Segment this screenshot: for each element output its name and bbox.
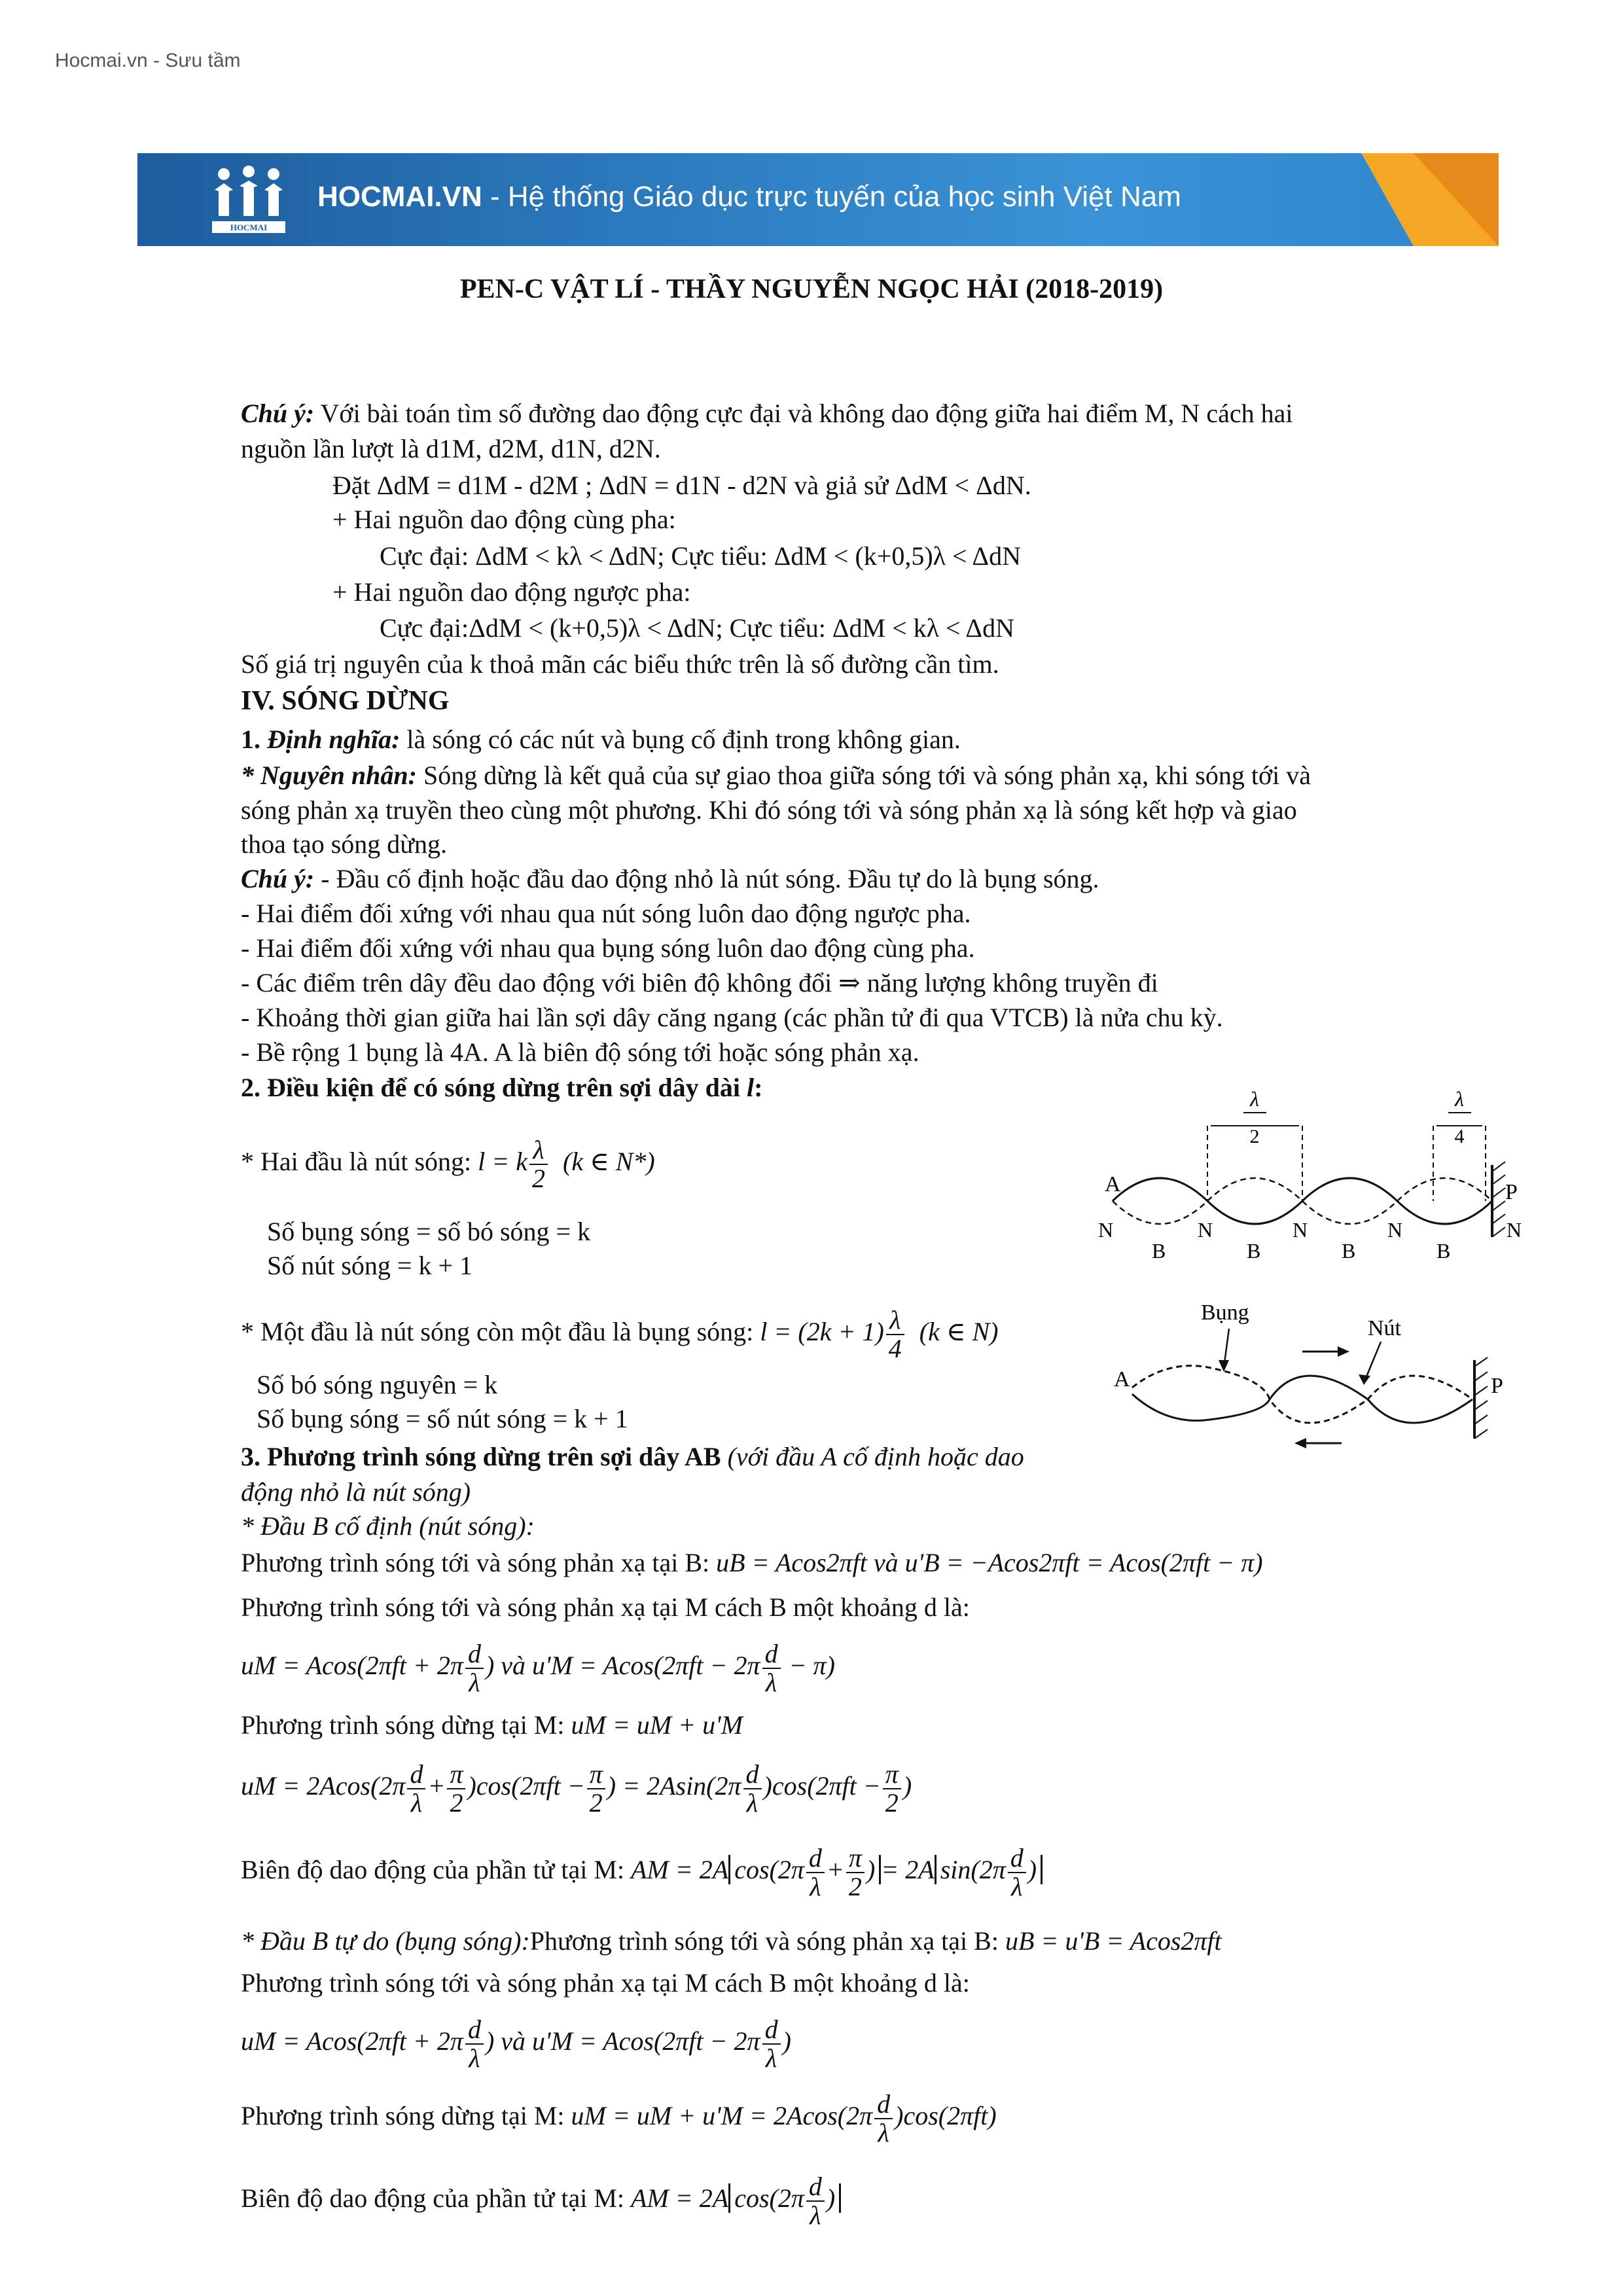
- half-label-den: 2: [1249, 1126, 1260, 1147]
- case2-bellies-nodes: Số bụng sóng = số nút sóng = k + 1: [257, 1404, 628, 1433]
- equation-heading-2: động nhỏ là nút sóng): [241, 1477, 471, 1507]
- header-banner: [137, 153, 1499, 246]
- fig1-node-4: N: [1387, 1218, 1403, 1242]
- fixed-eq-1: Phương trình sóng tới và sóng phản xạ tại B: uB = Acos2πft và u'B = −Acos2πft = Acos(2πft − π): [241, 1548, 1263, 1577]
- note-line-6: + Hai nguồn dao động ngược pha:: [332, 577, 691, 607]
- free-eq-4: Phương trình sóng dừng tại M: uM = uM + u'M = 2Acos(2π $\frac{d}{\lambda}$ )cos(2πft): [241, 2089, 997, 2147]
- cause-line-1: * Nguyên nhân: Sóng dừng là kết quả của sự giao thoa giữa sóng tới và sóng phản xạ, khi sóng tới và: [241, 761, 1311, 790]
- fig2-label-A: A: [1114, 1367, 1130, 1391]
- fig1-node-3: N: [1293, 1218, 1308, 1242]
- note-item-3: - Hai điểm đối xứng với nhau qua bụng sóng luôn dao động cùng pha.: [241, 933, 975, 963]
- svg-text:HOCMAI: HOCMAI: [230, 223, 268, 232]
- fixed-eq-4: Phương trình sóng dừng tại M: uM = uM + u'M: [241, 1710, 743, 1740]
- fig1-node-1: N: [1098, 1218, 1114, 1242]
- fig2-label-P: P: [1491, 1374, 1503, 1398]
- banner-text: [317, 181, 1181, 213]
- section-heading: IV. SÓNG DỪNG: [241, 686, 450, 716]
- fig2-wave-dashed: [1132, 1366, 1472, 1423]
- definition-line: 1. Định nghĩa: là sóng có các nút và bụng cố định trong không gian.: [241, 725, 961, 754]
- case1-bellies: Số bụng sóng = số bó sóng = k: [267, 1217, 591, 1246]
- note-line-2: nguồn lần lượt là d1M, d2M, d1N, d2N.: [241, 434, 661, 463]
- equation-heading-1: 3. Phương trình sóng dừng trên sợi dây AB (với đầu A cố định hoặc dao: [241, 1442, 1024, 1471]
- note-line-4: + Hai nguồn dao động cùng pha:: [332, 505, 676, 534]
- case2-line: * Một đầu là nút sóng còn một đầu là bụng sóng: l = (2k + 1) $\frac{\lambda}{4}$ (k ∈ N): [241, 1305, 999, 1363]
- case1-nodes: Số nút sóng = k + 1: [267, 1251, 473, 1280]
- source-note: Hocmai.vn - Sưu tầm: [55, 50, 241, 71]
- fig1-belly-3: B: [1342, 1239, 1356, 1263]
- fixed-eq-5: uM = 2Acos(2π $\frac{d}{\lambda}$ + $\frac{\pi}{2}$ )cos(2πft − $\frac{\pi}{2}$ ) = 2Asin(2π $\frac{d}{\lambda}$ )cos(2πft − $\frac{\pi}{2}$ ): [241, 1759, 912, 1818]
- standing-wave-figure-fixed: [1086, 1086, 1544, 1263]
- note-line-3: Đặt ΔdM = d1M - d2M ; ΔdN = d1N - d2N và giả sử ΔdM < ΔdN.: [332, 471, 1031, 500]
- fig1-label-P: P: [1505, 1180, 1518, 1204]
- fig1-label-A: A: [1105, 1172, 1121, 1196]
- fig2-label-bung: Bụng: [1201, 1300, 1249, 1325]
- document-title: PEN-C VẬT LÍ - THẦY NGUYỄN NGỌC HẢI (2018-2019): [459, 274, 1164, 304]
- note-line-8: Số giá trị nguyên của k thoả mãn các biểu thức trên là số đường cần tìm.: [241, 649, 999, 679]
- case1-line: * Hai đầu là nút sóng: l = k $\frac{\lambda}{2}$ (k ∈ N*): [241, 1135, 655, 1193]
- fig1-node-2: N: [1198, 1218, 1213, 1242]
- condition-heading: 2. Điều kiện để có sóng dừng trên sợi dây dài l:: [241, 1073, 763, 1102]
- free-eq-2: Phương trình sóng tới và sóng phản xạ tại M cách B một khoảng d là:: [241, 1968, 970, 1998]
- cause-line-2: sóng phản xạ truyền theo cùng một phương. Khi đó sóng tới và sóng phản xạ là sóng kết hợp và giao: [241, 795, 1297, 825]
- note-item-5: - Khoảng thời gian giữa hai lần sợi dây căng ngang (các phần tử đi qua VTCB) là nửa chu kỳ.: [241, 1003, 1223, 1032]
- cause-line-3: thoa tạo sóng dừng.: [241, 829, 447, 859]
- fig1-belly-4: B: [1436, 1239, 1451, 1263]
- case1-fraction: $\frac{\lambda}{2}$: [529, 1136, 548, 1193]
- note-item-2: - Hai điểm đối xứng với nhau qua nút sóng luôn dao động ngược pha.: [241, 899, 971, 928]
- brand-name: HOCMAI.VN: [317, 181, 482, 213]
- note-line-1: Chú ý: Với bài toán tìm số đường dao động cực đại và không dao động giữa hai điểm M, N cách hai: [241, 399, 1293, 428]
- banner-tagline: - Hệ thống Giáo dục trực tuyến của học sinh Việt Nam: [482, 181, 1181, 213]
- quarter-label-num: λ: [1455, 1087, 1464, 1111]
- fig1-belly-2: B: [1247, 1239, 1261, 1263]
- free-end-line: * Đầu B tự do (bụng sóng):Phương trình sóng tới và sóng phản xạ tại B: uB = u'B = Acos2πft: [241, 1926, 1222, 1956]
- note-line-7: Cực đại:ΔdM < (k+0,5)λ < ΔdN; Cực tiểu: ΔdM < kλ < ΔdN: [380, 613, 1015, 643]
- standing-wave-figure-free: [1106, 1289, 1525, 1453]
- free-eq-3: uM = Acos(2πft + 2π $\frac{d}{\lambda}$ ) và u'M = Acos(2πft − 2π $\frac{d}{\lambda}$ ): [241, 2015, 791, 2073]
- fixed-end-label: * Đầu B cố định (nút sóng):: [241, 1511, 535, 1541]
- quarter-label-den: 4: [1454, 1126, 1465, 1147]
- fig2-wave-solid: [1132, 1376, 1472, 1423]
- note-item-6: - Bề rộng 1 bụng là 4A. A là biên độ sóng tới hoặc sóng phản xạ.: [241, 1037, 919, 1067]
- fixed-eq-6: Biên độ dao động của phần tử tại M: AM = 2A cos(2π $\frac{d}{\lambda}$ + $\frac{\pi}{2}$ ) = 2A sin(2π $\frac{d}{\lambda}$ ): [241, 1844, 1043, 1901]
- case2-fraction: $\frac{\lambda}{4}$: [886, 1306, 904, 1363]
- half-label-num: λ: [1250, 1087, 1259, 1111]
- fig1-belly-1: B: [1152, 1239, 1166, 1263]
- free-eq-5: Biên độ dao động của phần tử tại M: AM = 2A cos(2π $\frac{d}{\lambda}$ ): [241, 2173, 841, 2229]
- note-item-4: - Các điểm trên dây đều dao động với biên độ không đổi ⇒ năng lượng không truyền đi: [241, 968, 1158, 997]
- fig1-node-5: N: [1507, 1218, 1522, 1242]
- fixed-eq-3: uM = Acos(2πft + 2π $\frac{d}{\lambda}$ ) và u'M = Acos(2πft − 2π $\frac{d}{\lambda}$ − π): [241, 1639, 835, 1697]
- note-item-1: Chú ý: - Đầu cố định hoặc đầu dao động nhỏ là nút sóng. Đầu tự do là bụng sóng.: [241, 864, 1099, 893]
- note-line-5: Cực đại: ΔdM < kλ < ΔdN; Cực tiểu: ΔdM < (k+0,5)λ < ΔdN: [380, 541, 1022, 571]
- hocmai-logo-icon: [209, 165, 288, 237]
- fig2-label-nut: Nút: [1368, 1316, 1401, 1340]
- fixed-eq-2: Phương trình sóng tới và sóng phản xạ tại M cách B một khoảng d là:: [241, 1592, 970, 1622]
- case2-loops: Số bó sóng nguyên = k: [257, 1370, 498, 1399]
